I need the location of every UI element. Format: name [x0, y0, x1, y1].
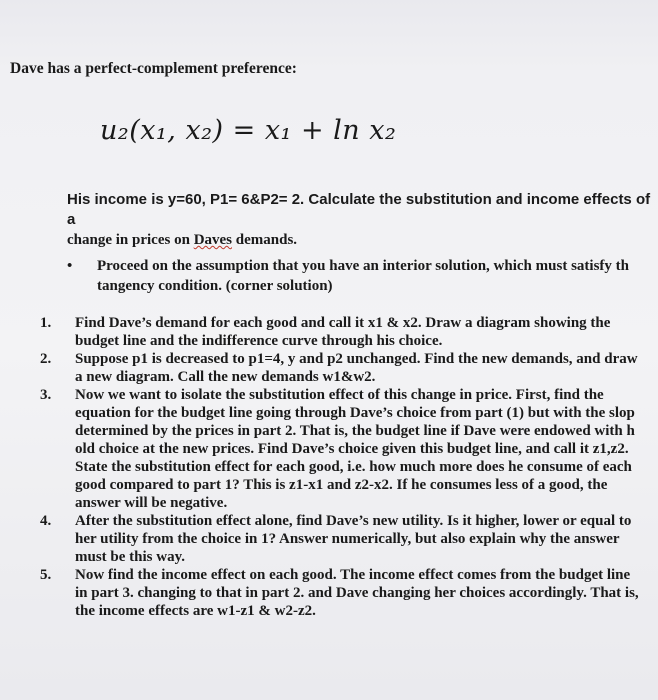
question-line: good compared to part 1? This is z1-x1 and z2-x2. If he consumes less of a good, the	[75, 477, 608, 493]
question-line: her utility from the choice in 1? Answer numerically, but also explain why the answer	[75, 531, 620, 547]
question-item	[40, 350, 658, 386]
question-line: old choice at the new prices. Find Dave’s choice given this budget line, and call it z1,z2.	[75, 441, 629, 457]
question-line: determined by the prices in part 2. That is, the budget line if Dave were endowed with h	[75, 423, 635, 439]
question-line: Suppose p1 is decreased to p1=4, y and p2 unchanged. Find the new demands, and draw	[75, 351, 638, 367]
question-line: Now find the income effect on each good. The income effect comes from the budget line	[75, 567, 631, 583]
question-number: 1.	[40, 315, 52, 331]
utility-formula	[100, 115, 396, 146]
question-line: must be this way.	[75, 549, 186, 565]
intro-text: Dave has a perfect-complement preference:	[10, 60, 297, 77]
bullet-line-2: tangency condition. (corner solution)	[97, 278, 333, 294]
question-line: Find Dave’s demand for each good and call it x1 & x2. Draw a diagram showing the	[75, 315, 611, 331]
question-number: 3.	[40, 387, 52, 403]
question-item	[40, 386, 658, 512]
question-line: State the substitution effect for each good, i.e. how much more does he consume of each	[75, 459, 632, 475]
question-list	[40, 314, 658, 620]
question-line: Now we want to isolate the substitution effect of this change in price. First, find the	[75, 387, 604, 403]
formula-text: u₂(x₁, x₂) = x₁ + ln x₂	[100, 115, 397, 146]
question-number: 5.	[40, 567, 52, 583]
bullet-marker: •	[67, 258, 73, 274]
income-line-2-end: demands.	[232, 232, 298, 248]
bullet-line-1: Proceed on the assumption that you have an interior solution, which must satisfy th	[97, 258, 629, 274]
question-line: After the substitution effect alone, find Dave’s new utility. Is it higher, lower or equal to	[75, 513, 632, 529]
income-line-1: His income is y=60, P1= 6&P2= 2. Calculate the substitution and income effects of a	[67, 191, 651, 228]
income-line-2-start: change in prices on	[67, 232, 194, 248]
question-line: answer will be negative.	[75, 495, 228, 511]
question-line: budget line and the indifference curve through his choice.	[75, 333, 443, 349]
income-line-2	[67, 230, 652, 250]
question-item	[40, 314, 658, 350]
question-number: 2.	[40, 351, 52, 367]
question-line: a new diagram. Call the new demands w1&w2.	[75, 369, 376, 385]
spellcheck-word: Daves	[193, 232, 233, 248]
question-item	[40, 566, 658, 620]
question-item	[40, 512, 658, 566]
question-line: equation for the budget line going through Dave’s choice from part (1) but with the slop	[75, 405, 635, 421]
question-line: the income effects are w1-z1 & w2-z2.	[75, 603, 316, 619]
income-paragraph	[67, 190, 652, 250]
question-line: in part 3. changing to that in part 2. and Dave changing her choices accordingly. That is,	[75, 585, 639, 601]
question-number: 4.	[40, 513, 52, 529]
